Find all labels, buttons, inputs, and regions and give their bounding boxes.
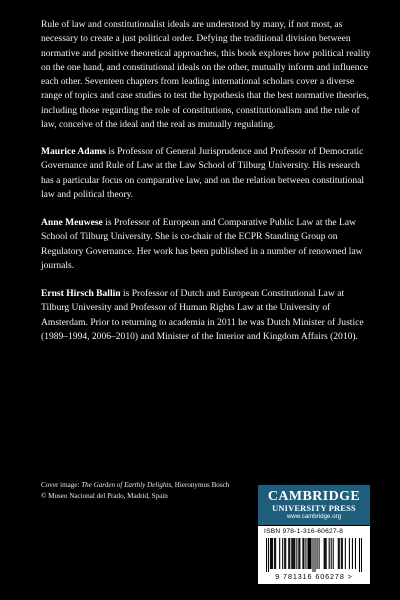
- barcode-bar: [342, 538, 343, 569]
- barcode-bar: [352, 538, 353, 569]
- barcode-bar: [266, 538, 267, 572]
- barcode-bar: [319, 538, 320, 569]
- barcode-bar: [289, 538, 290, 569]
- barcode-bar: [296, 538, 297, 569]
- isbn-barcode-box: [258, 526, 370, 584]
- barcode-bar: [285, 538, 286, 569]
- author-name: Anne Meuwese: [41, 217, 103, 228]
- barcode-bar: [272, 538, 273, 569]
- barcode-bar: [309, 538, 310, 569]
- barcode-bar: [355, 538, 356, 569]
- isbn-label: ISBN 978-1-316-60627-8: [264, 528, 344, 535]
- barcode-bar: [294, 538, 295, 569]
- barcode-bar: [326, 538, 327, 569]
- author-bio-text: is Professor of Dutch and European Constitutional Law at Tilburg University and Professor of Human Rights Law at the University of Amsterdam. Prior to returning to academia in 2011 he was Dutch Minister of Justice (1989–1994, 2006–2010) and Minister of the Interior and Kingdom Affairs (2010).: [41, 288, 364, 342]
- barcode-bar: [324, 538, 325, 569]
- barcode-bar: [341, 538, 342, 569]
- credit-prefix: Cover image:: [41, 481, 82, 489]
- barcode-bar: [293, 538, 294, 569]
- barcode-bar: [331, 538, 332, 569]
- publisher-url: www.cambridge.org: [286, 513, 342, 520]
- barcode-bar: [288, 538, 289, 569]
- barcode-bar: [302, 538, 303, 569]
- barcode-bar: [329, 538, 330, 569]
- author-bio-adams: [41, 145, 371, 202]
- credit-artwork-title: The Garden of Earthly Delights: [81, 481, 172, 489]
- barcode-bar: [284, 538, 285, 569]
- author-name: Ernst Hirsch Ballin: [41, 288, 121, 299]
- barcode-bar: [282, 538, 283, 569]
- barcode-bar: [333, 538, 334, 569]
- author-bio-text: is Professor of European and Comparative Public Law at the Law School of Tilburg University. She is co-chair of the ECPR Standing Group on Regulatory Governance. Her work has been published in a number of renowned law journals.: [41, 217, 363, 271]
- barcode-bar: [274, 538, 275, 569]
- author-name: Maurice Adams: [41, 146, 106, 157]
- barcode-bar: [308, 538, 309, 569]
- author-bio-text: is Professor of General Jurisprudence and Professor of Democratic Governance and Rule of Law at the Law School of Tilburg University. His research has a particular focus on comparative law, and on the relation between constitutional law and political theory.: [41, 146, 365, 200]
- publisher-logo: [258, 485, 370, 525]
- barcode-bar: [325, 538, 326, 569]
- credit-details: , Hieronymus Bosch © Museo Nacional del Prado, Madrid, Spain: [41, 481, 230, 500]
- barcode-bar: [339, 538, 340, 569]
- barcode-bar: [359, 538, 360, 572]
- barcode-bar: [338, 538, 339, 569]
- barcode-bar: [299, 538, 300, 569]
- cover-image-credit: [41, 480, 231, 501]
- barcode-bar: [298, 538, 299, 569]
- barcode-bar: [349, 538, 350, 569]
- barcode-bar: [292, 538, 293, 569]
- barcode-bar: [310, 538, 311, 569]
- barcode-bar: [275, 538, 276, 569]
- barcode-icon: [266, 538, 362, 572]
- barcode-bar: [279, 538, 280, 569]
- barcode-bar: [291, 538, 292, 569]
- author-bio-meuwese: [41, 216, 371, 273]
- barcode-bar: [317, 538, 318, 569]
- barcode-bar: [271, 538, 272, 569]
- barcode-digits: 9 781316 606278 >: [275, 572, 353, 581]
- barcode-bar: [345, 538, 346, 569]
- publisher-name: CAMBRIDGE: [267, 489, 361, 504]
- barcode-bar: [268, 538, 269, 572]
- barcode-bar: [315, 538, 316, 572]
- barcode-bar: [305, 538, 306, 569]
- barcode-bar: [270, 538, 271, 569]
- publisher-subtitle: UNIVERSITY PRESS: [272, 504, 356, 513]
- barcode-bar: [312, 538, 313, 572]
- book-description: Rule of law and constitutionalist ideals are understood by many, if not most, as necessary to create a just political order. Defying the traditional division between normative and positive theoretical approaches, this book explores how political reality on the one hand, and constitutional ideals on the other, mutually inform and influence each other. Seventeen chapters from leading international scholars cover a diverse range of topics and case studies to test the hypothesis that the best normative theories, including those regarding the role of constitutions, constitutionalism and the rule of law, conceive of the ideal and the real as mutually regulating.: [41, 19, 371, 130]
- barcode-bar: [361, 538, 362, 572]
- cover-text: [41, 18, 371, 358]
- barcode-bar: [303, 538, 304, 569]
- barcode-bar: [307, 538, 308, 569]
- author-bio-hirsch-ballin: [41, 287, 371, 344]
